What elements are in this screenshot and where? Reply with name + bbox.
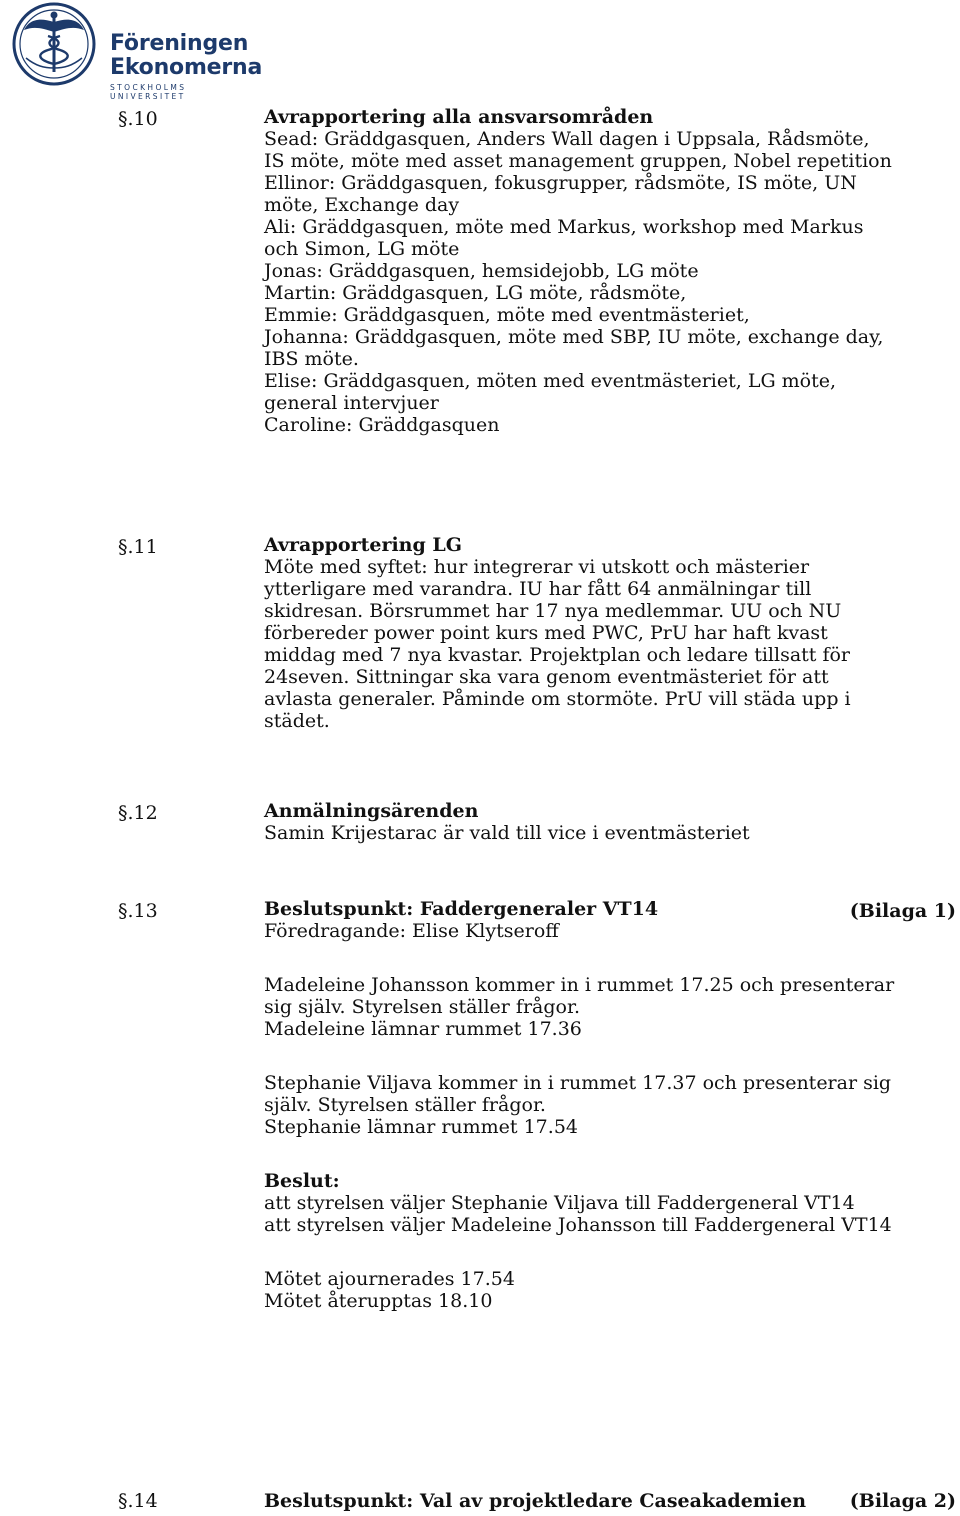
section-body: [264, 800, 956, 844]
minutes-line: Mötet ajournerades 17.54: [264, 1268, 515, 1290]
section-number: §.14: [118, 1490, 158, 1512]
report-line: ytterligare med varandra. IU har fått 64 anmälningar till: [264, 578, 812, 600]
minutes-line: själv. Styrelsen ställer frågor.: [264, 1094, 546, 1116]
section-number: §.12: [118, 802, 158, 824]
caduceus-emblem-icon: [8, 2, 100, 86]
report-line: IS möte, möte med asset management gruppen, Nobel repetition: [264, 150, 892, 172]
section-heading: Avrapportering alla ansvarsområden: [264, 106, 654, 128]
section-body: [264, 106, 956, 436]
minutes-line: sig själv. Styrelsen ställer frågor.: [264, 996, 581, 1018]
logo-line-3: STOCKHOLMS UNIVERSITET: [110, 83, 187, 101]
minutes-line: Madeleine lämnar rummet 17.36: [264, 1018, 582, 1040]
report-line: förbereder power point kurs med PWC, PrU har haft kvast: [264, 622, 828, 644]
minutes-line: Mötet återupptas 18.10: [264, 1290, 493, 1312]
presenter-line: Föredragande: Elise Klytseroff: [264, 920, 559, 942]
section-number: §.13: [118, 900, 158, 922]
report-line: Jonas: Gräddgasquen, hemsidejobb, LG möte: [264, 260, 699, 282]
decision-label: Beslut:: [264, 1170, 340, 1192]
report-line: Johanna: Gräddgasquen, möte med SBP, IU möte, exchange day,: [264, 326, 884, 348]
section-body: [264, 534, 956, 732]
report-line: och Simon, LG möte: [264, 238, 460, 260]
attachment-reference: (Bilaga 1): [849, 900, 956, 922]
logo-wordmark: [110, 32, 262, 101]
decision-line: att styrelsen väljer Madeleine Johansson till Faddergeneral VT14: [264, 1214, 892, 1236]
report-line: general intervjuer: [264, 392, 439, 414]
section-number: §.11: [118, 536, 158, 558]
report-line: IBS möte.: [264, 348, 359, 370]
minutes-line: Madeleine Johansson kommer in i rummet 17.25 och presenterar: [264, 974, 895, 996]
report-line: avlasta generaler. Påminde om stormöte. PrU vill städa upp i: [264, 688, 851, 710]
report-line: skidresan. Börsrummet har 17 nya medlemmar. UU och NU: [264, 600, 842, 622]
logo-line-1: Föreningen: [110, 31, 249, 56]
announcement-text: Samin Krijestarac är vald till vice i eventmästeriet: [264, 822, 750, 844]
section-heading: Beslutspunkt: Faddergeneraler VT14: [264, 898, 659, 920]
section-body: [264, 1488, 956, 1514]
logo: [8, 2, 263, 101]
section-heading: Avrapportering LG: [264, 534, 462, 556]
attachment-reference: (Bilaga 2): [849, 1490, 956, 1512]
minutes-line: Stephanie Viljava kommer in i rummet 17.37 och presenterar sig: [264, 1072, 892, 1094]
report-line: Caroline: Gräddgasquen: [264, 414, 500, 436]
section-body: [264, 898, 956, 1312]
report-line: möte, Exchange day: [264, 194, 460, 216]
report-line: Martin: Gräddgasquen, LG möte, rådsmöte,: [264, 282, 687, 304]
section-heading: Anmälningsärenden: [264, 800, 479, 822]
minutes-line: Stephanie lämnar rummet 17.54: [264, 1116, 578, 1138]
decision-line: att styrelsen väljer Stephanie Viljava till Faddergeneral VT14: [264, 1192, 855, 1214]
report-line: städet.: [264, 710, 330, 732]
report-line: middag med 7 nya kvastar. Projektplan och ledare tillsatt för: [264, 644, 851, 666]
report-line: Sead: Gräddgasquen, Anders Wall dagen i Uppsala, Rådsmöte,: [264, 128, 870, 150]
report-line: Möte med syftet: hur integrerar vi utskott och mästerier: [264, 556, 810, 578]
report-line: Ali: Gräddgasquen, möte med Markus, workshop med Markus: [264, 216, 864, 238]
section-number: §.10: [118, 108, 158, 130]
section-heading: Beslutspunkt: Val av projektledare Caseakademien: [264, 1490, 807, 1512]
report-line: 24seven. Sittningar ska vara genom eventmästeriet för att: [264, 666, 829, 688]
logo-line-2: Ekonomerna: [110, 55, 263, 80]
report-line: Elise: Gräddgasquen, möten med eventmästeriet, LG möte,: [264, 370, 837, 392]
report-line: Ellinor: Gräddgasquen, fokusgrupper, rådsmöte, IS möte, UN: [264, 172, 857, 194]
report-line: Emmie: Gräddgasquen, möte med eventmästeriet,: [264, 304, 750, 326]
